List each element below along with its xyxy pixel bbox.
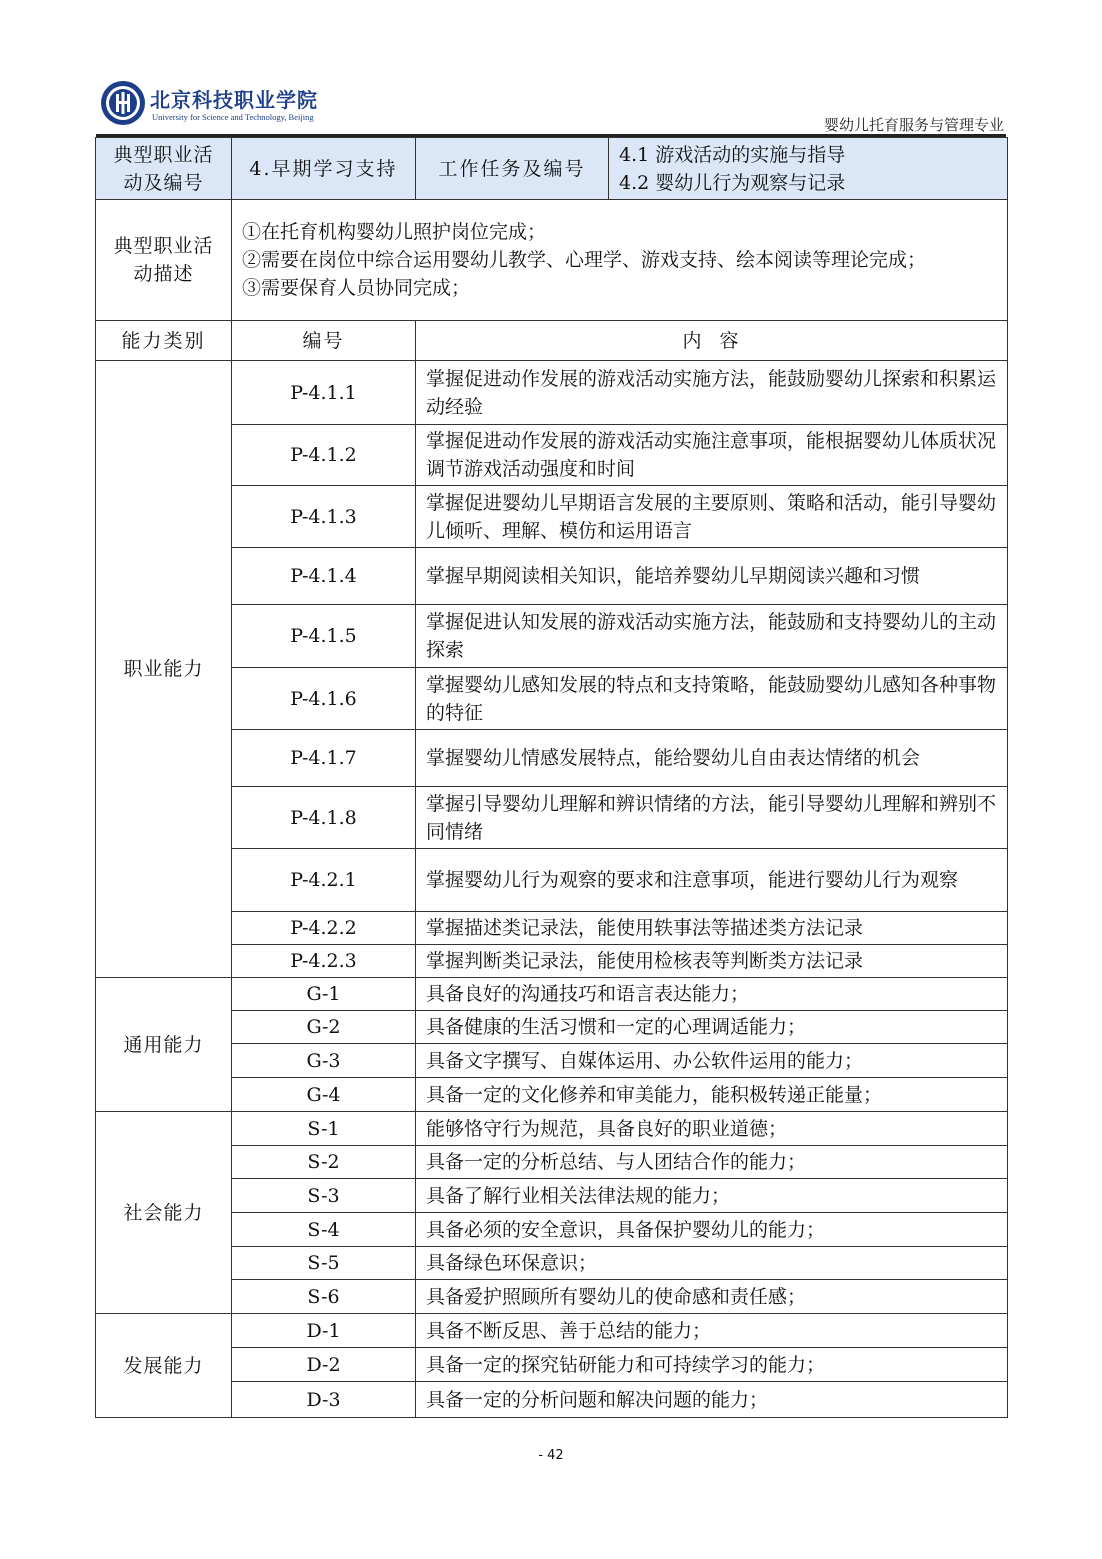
code-cell: P-4.1.8 (232, 787, 416, 849)
content-cell: 具备了解行业相关法律法规的能力； (416, 1179, 1008, 1213)
description-content (232, 200, 1008, 321)
code-cell: S-1 (232, 1112, 416, 1146)
content-cell: 掌握早期阅读相关知识，能培养婴幼儿早期阅读兴趣和习惯 (416, 548, 1008, 605)
description-item: ①在托育机构婴幼儿照护岗位完成； (242, 221, 547, 243)
table-row (96, 548, 1008, 605)
code-cell: S-3 (232, 1179, 416, 1213)
table-row (96, 1348, 1008, 1382)
activity-label: 典型职业活动及编号 (96, 138, 232, 200)
category-cell: 发展能力 (96, 1314, 232, 1418)
page-number: - 42 (538, 1448, 564, 1463)
content-cell: 掌握引导婴幼儿理解和辨识情绪的方法，能引导婴幼儿理解和辨别不同情绪 (416, 787, 1008, 849)
table-row (96, 1213, 1008, 1247)
category-cell: 通用能力 (96, 978, 232, 1112)
code-cell: S-5 (232, 1247, 416, 1280)
table-row (96, 1382, 1008, 1418)
content-cell: 具备一定的探究钻研能力和可持续学习的能力； (416, 1348, 1008, 1382)
code-cell: D-2 (232, 1348, 416, 1382)
table-row (96, 1112, 1008, 1146)
code-cell: P-4.1.3 (232, 486, 416, 548)
description-item: ③需要保育人员协同完成； (242, 277, 471, 299)
content-cell: 具备健康的生活习惯和一定的心理调适能力； (416, 1011, 1008, 1044)
code-cell: P-4.2.3 (232, 945, 416, 978)
content-cell: 具备良好的沟通技巧和语言表达能力； (416, 978, 1008, 1011)
code-cell: P-4.1.7 (232, 730, 416, 787)
table-row (96, 605, 1008, 668)
code-cell: P-4.1.1 (232, 361, 416, 425)
content-cell: 具备一定的分析总结、与人团结合作的能力； (416, 1146, 1008, 1179)
table-row (96, 1011, 1008, 1044)
code-cell: P-4.1.4 (232, 548, 416, 605)
code-cell: S-2 (232, 1146, 416, 1179)
description-label: 典型职业活动描述 (96, 200, 232, 321)
code-cell: S-4 (232, 1213, 416, 1247)
category-cell: 职业能力 (96, 361, 232, 978)
table-row (96, 945, 1008, 978)
content-cell: 掌握婴幼儿情感发展特点，能给婴幼儿自由表达情绪的机会 (416, 730, 1008, 787)
code-cell: G-3 (232, 1044, 416, 1078)
table-row (96, 1146, 1008, 1179)
table-row (96, 1179, 1008, 1213)
table-row (96, 486, 1008, 548)
table-row (96, 978, 1008, 1011)
school-name-en: University for Science and Technology, Beijing (152, 112, 314, 122)
code-cell: P-4.1.2 (232, 425, 416, 486)
content-cell: 掌握促进动作发展的游戏活动实施注意事项，能根据婴幼儿体质状况调节游戏活动强度和时间 (416, 425, 1008, 486)
code-cell: G-4 (232, 1078, 416, 1112)
task-item: 4.2 婴幼儿行为观察与记录 (619, 171, 846, 194)
content-cell: 能够恪守行为规范，具备良好的职业道德； (416, 1112, 1008, 1146)
code-cell: P-4.1.5 (232, 605, 416, 668)
content-cell: 具备文字撰写、自媒体运用、办公软件运用的能力； (416, 1044, 1008, 1078)
table-row (96, 787, 1008, 849)
table-row (96, 912, 1008, 945)
page-header (96, 74, 1006, 136)
content-cell: 具备必须的安全意识，具备保护婴幼儿的能力； (416, 1213, 1008, 1247)
content-cell: 具备绿色环保意识； (416, 1247, 1008, 1280)
competency-table (95, 137, 1008, 1418)
description-row (96, 200, 1008, 321)
table-row (96, 849, 1008, 912)
school-logo-icon (100, 80, 146, 126)
code-cell: D-3 (232, 1382, 416, 1418)
col-code-header: 编号 (232, 321, 416, 361)
table-row (96, 668, 1008, 730)
task-label: 工作任务及编号 (416, 138, 609, 200)
table-row (96, 1314, 1008, 1348)
content-cell: 掌握婴幼儿感知发展的特点和支持策略，能鼓励婴幼儿感知各种事物的特征 (416, 668, 1008, 730)
code-cell: P-4.1.6 (232, 668, 416, 730)
table-row (96, 361, 1008, 425)
content-cell: 掌握判断类记录法，能使用检核表等判断类方法记录 (416, 945, 1008, 978)
content-cell: 具备不断反思、善于总结的能力； (416, 1314, 1008, 1348)
content-cell: 具备一定的文化修养和审美能力，能积极转递正能量； (416, 1078, 1008, 1112)
column-header-row (96, 321, 1008, 361)
activity-value: 4.早期学习支持 (232, 138, 416, 200)
content-cell: 掌握描述类记录法，能使用轶事法等描述类方法记录 (416, 912, 1008, 945)
col-category-header: 能力类别 (96, 321, 232, 361)
col-content-header: 内 容 (416, 321, 1008, 361)
category-cell: 社会能力 (96, 1112, 232, 1314)
code-cell: P-4.2.2 (232, 912, 416, 945)
code-cell: P-4.2.1 (232, 849, 416, 912)
code-cell: D-1 (232, 1314, 416, 1348)
table-row (96, 730, 1008, 787)
code-cell: G-2 (232, 1011, 416, 1044)
code-cell: S-6 (232, 1280, 416, 1314)
table-row (96, 1044, 1008, 1078)
task-list (609, 138, 1008, 200)
content-cell: 具备爱护照顾所有婴幼儿的使命感和责任感； (416, 1280, 1008, 1314)
content-cell: 掌握促进认知发展的游戏活动实施方法，能鼓励和支持婴幼儿的主动探索 (416, 605, 1008, 668)
code-cell: G-1 (232, 978, 416, 1011)
description-item: ②需要在岗位中综合运用婴幼儿教学、心理学、游戏支持、绘本阅读等理论完成； (242, 249, 927, 271)
content-cell: 掌握促进动作发展的游戏活动实施方法，能鼓励婴幼儿探索和积累运动经验 (416, 361, 1008, 425)
table-row (96, 1078, 1008, 1112)
content-cell: 具备一定的分析问题和解决问题的能力； (416, 1382, 1008, 1418)
school-name-cn: 北京科技职业学院 (150, 88, 318, 112)
table-row (96, 1247, 1008, 1280)
program-title: 婴幼儿托育服务与管理专业 (823, 116, 1004, 134)
table-row (96, 425, 1008, 486)
table-row (96, 1280, 1008, 1314)
activity-row (96, 138, 1008, 200)
task-item: 4.1 游戏活动的实施与指导 (619, 143, 846, 166)
content-cell: 掌握促进婴幼儿早期语言发展的主要原则、策略和活动，能引导婴幼儿倾听、理解、模仿和运用语言 (416, 486, 1008, 548)
content-cell: 掌握婴幼儿行为观察的要求和注意事项，能进行婴幼儿行为观察 (416, 849, 1008, 912)
